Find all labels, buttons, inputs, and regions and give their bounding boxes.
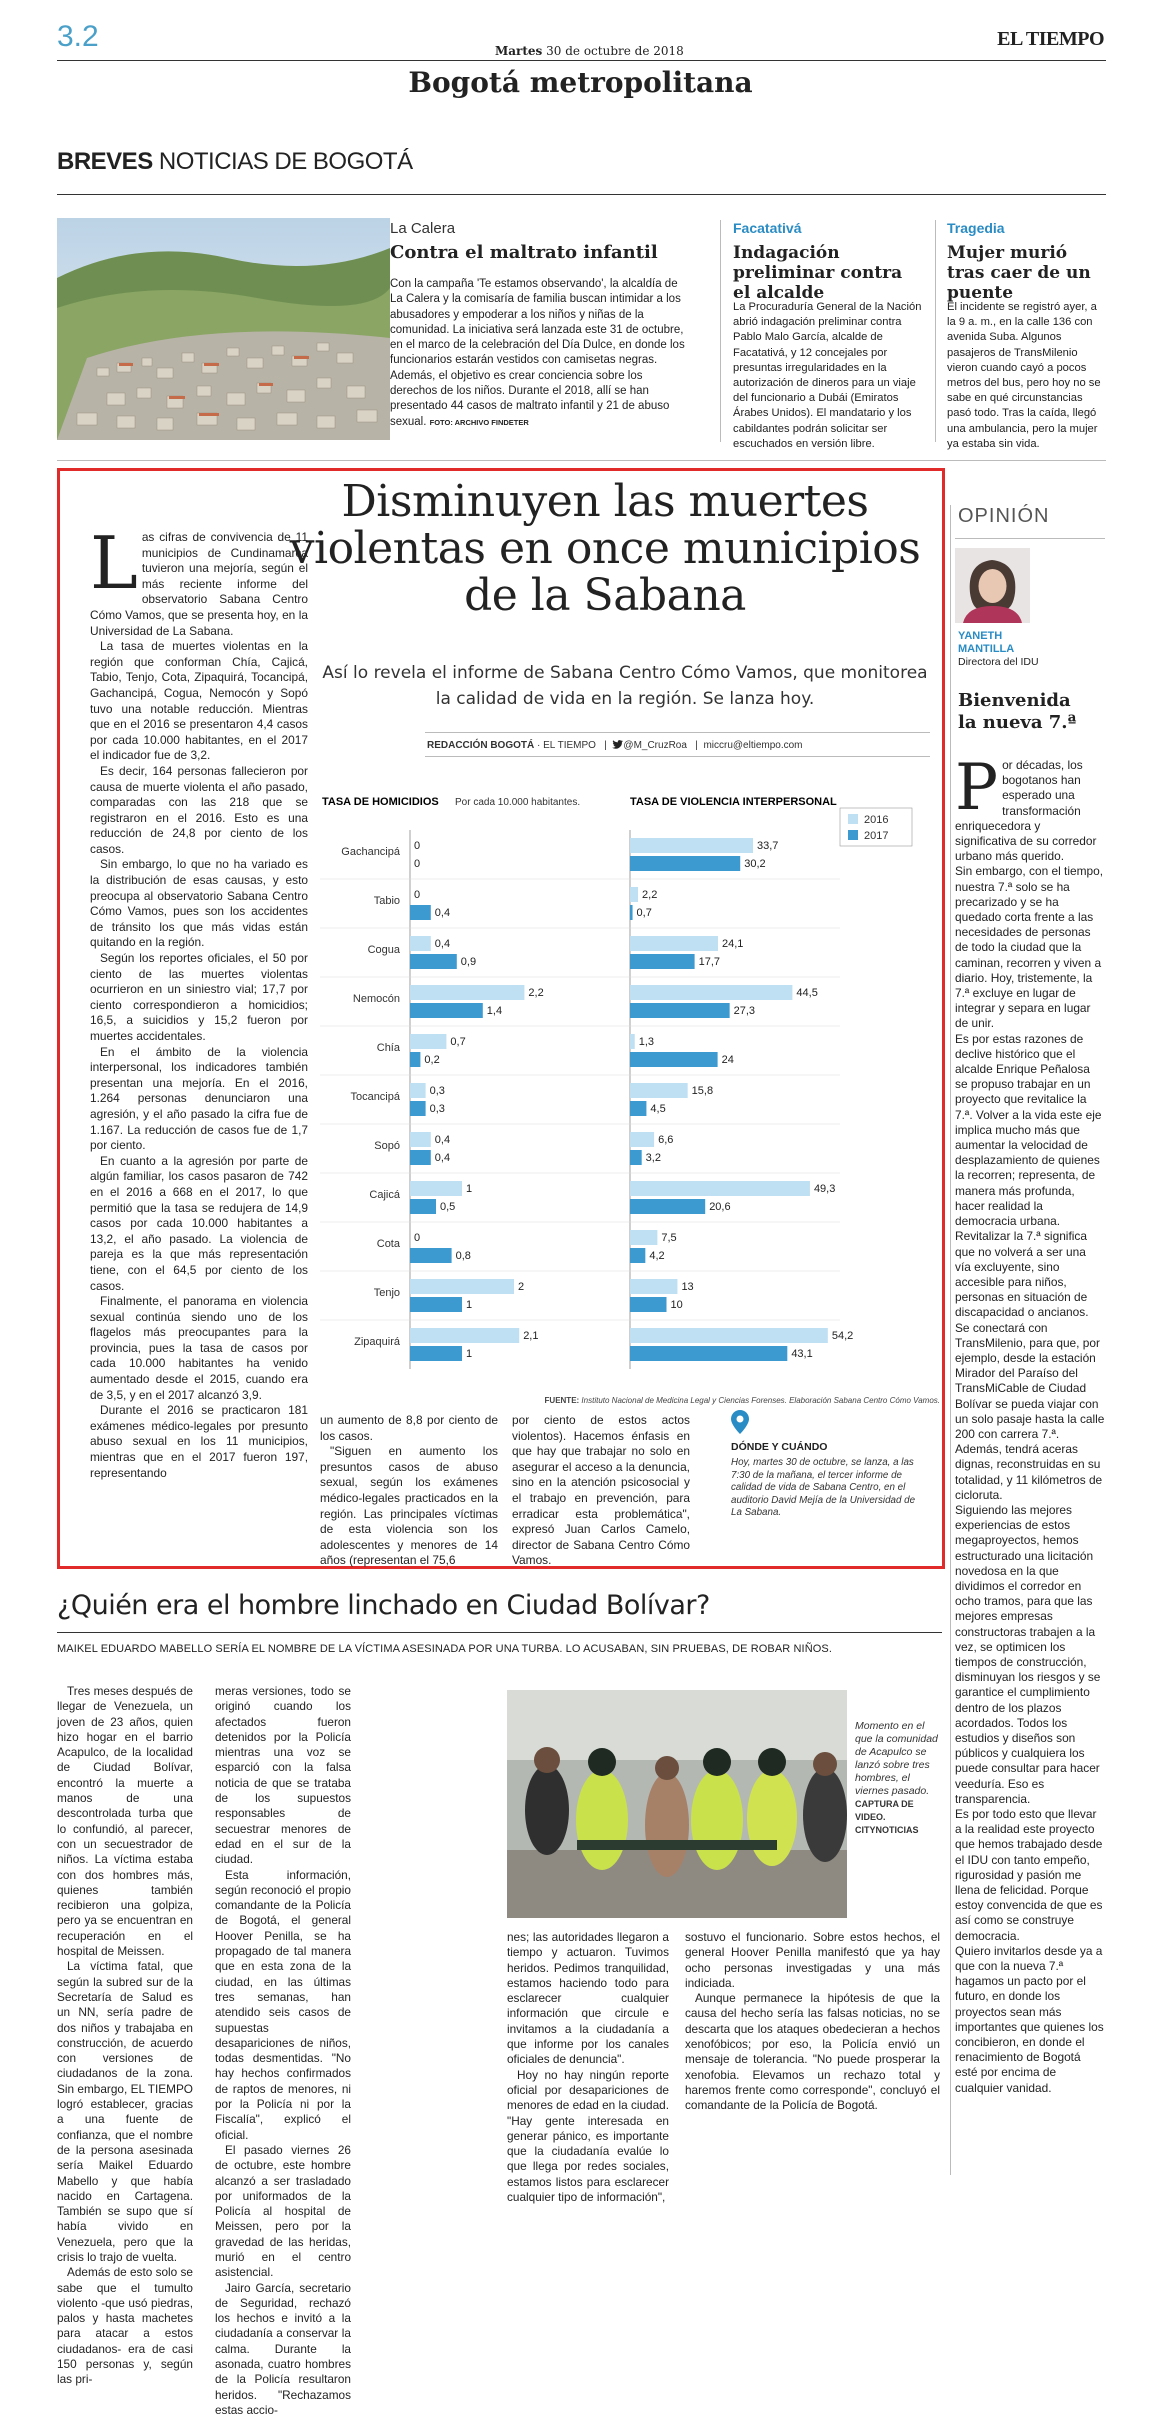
homicide-value-label: 0 <box>414 1232 421 1244</box>
violence-value-label: 49,3 <box>813 1183 836 1195</box>
feature-paragraph: Según los reportes oficiales, el 50 por ciento de las muertes violentas ocurrieron en un siniestro vial; 17,7 por ciento correspondieron a homicidios; 16,5, a suicidios y 15,2 fueron por muertes accidentales. <box>90 951 308 1043</box>
opinion-rule <box>955 538 1105 539</box>
feature-paragraph: "Siguen en aumento los presuntos casos de abuso sexual, según los exámenes médico-legales practicados en la región. Las principales víctimas de esta violencia son los adolescentes y menores de 14 años (representan el 75,6 <box>320 1444 498 1568</box>
feature-paragraph: Es decir, 164 personas fallecieron por causa de muerte violenta el año pasado, comparadas con las 218 que se registraron en el 2016. Esto es una reducción de 24,8 por ciento de los casos. <box>90 763 308 856</box>
where-when-text: Hoy, martes 30 de octubre, se lanza, a las 7:30 de la mañana, el tercer informe de calidad de vida de Sabana Centro, en el auditorio David Mejía de la Universidad de La Sabana. <box>731 1457 916 1519</box>
section-title: Bogotá metropolitana <box>408 66 753 99</box>
breves-bottom-rule <box>57 460 1106 461</box>
violence-value-label: 15,8 <box>691 1085 714 1097</box>
homicide-bar-2016 <box>410 936 431 951</box>
homicide-bar-2017 <box>410 1248 452 1263</box>
feature-headline: Disminuyen las muertes violentas en once municipios de la Sabana <box>289 476 921 621</box>
homicide-bar-2016 <box>410 1034 446 1049</box>
breve-divider-1 <box>720 220 721 442</box>
homicide-value-label: 1,4 <box>486 1005 503 1017</box>
header-rule <box>57 60 1106 61</box>
violence-value-label: 13 <box>681 1281 694 1293</box>
lynch-headline: ¿Quién era el hombre linchado en Ciudad Bolívar? <box>57 1590 710 1621</box>
homicide-value-label: 0,4 <box>434 938 451 950</box>
feature-paragraph: La tasa de muertes violentas en la región que conforman Chía, Cajicá, Tabio, Tenjo, Cota, Zipaquirá, Tocancipá, Gachancipá, Cogua, Nemocón y Sopó tuvo una notable reducción. Mientras que en el 2016 se presentaron 4,4 casos por cada 10.000 habitantes, en el 2017 el indicador fue de 3,2. <box>90 639 308 763</box>
violence-value-label: 4,5 <box>650 1103 666 1115</box>
author-last-name: MANTILLA <box>958 643 1015 655</box>
violence-value-label: 10 <box>670 1299 683 1311</box>
lynch-column-2 <box>215 1684 351 2417</box>
opinion-paragraph: or décadas, los bogotanos han esperado una transformación enriquecedora y significativa de su corredor urbano más querido. <box>955 758 1097 864</box>
opinion-title-line1: Bienvenida <box>958 690 1071 711</box>
lynch-rule <box>57 1632 942 1633</box>
violence-value-label: 44,5 <box>796 987 818 999</box>
feature-column-3 <box>512 1413 690 1569</box>
lynch-paragraph: Esta información, según reconoció el propio comandante de la Policía de Bogotá, el general Hoover Penilla, se ha propagado de tal manera que en esta zona de la ciudad, en las últimas tres semanas, han atendido seis casos de supuestas desapariciones de niños, todas desmentidas. "No hay hechos confirmados de raptos de menores, ni por la Policía ni por la Fiscalía", explicó el oficial. <box>215 1867 351 2142</box>
homicide-bar-2017 <box>410 1052 420 1067</box>
newspaper-brand: EL TIEMPO <box>997 28 1104 50</box>
byline-rule-top <box>425 732 930 733</box>
lynch-paragraph: Jairo García, secretario de Seguridad, rechazó los hechos e invitó a la ciudadanía a conservar la calma. Durante la asonada, cuatro hombres de la Policía resultaron heridos. "Rechazamos estas accio- <box>215 2280 351 2417</box>
homicide-value-label: 0,9 <box>460 956 477 968</box>
homicide-value-label: 0 <box>414 889 421 901</box>
homicide-bar-2016 <box>410 1328 519 1343</box>
opinion-title <box>958 690 1076 734</box>
violence-value-label: 24 <box>721 1054 734 1066</box>
author-avatar <box>955 548 1030 623</box>
feature-byline: REDACCIÓN BOGOTÁ · EL TIEMPO | @M_CruzRoa | miccru@eltiempo.com <box>427 740 803 751</box>
homicide-bar-2016 <box>410 985 524 1000</box>
twitter-icon <box>612 740 623 749</box>
violence-value-label: 43,1 <box>791 1348 813 1360</box>
opinion-author <box>958 630 1014 656</box>
breve3-title: Mujer murió tras caer de un puente <box>947 243 1091 303</box>
category-label-10: Zipaquirá <box>354 1336 400 1348</box>
feature-column-2 <box>320 1413 498 1569</box>
violence-value-label: 17,7 <box>698 956 721 968</box>
breves-label <box>57 148 413 176</box>
violence-bar-2016 <box>630 1083 688 1098</box>
chart-source <box>470 1396 940 1405</box>
violence-value-label: 27,3 <box>733 1005 756 1017</box>
homicide-value-label: 0,8 <box>455 1250 471 1262</box>
homicide-value-label: 1 <box>466 1299 473 1311</box>
lynch-paragraph: Tres meses después de llegar de Venezuela, un joven de 23 años, quien hizo hogar en el barrio Acapulco, de la localidad de Ciudad Bolívar, encontró la muerte a manos de una descontrolada turba que lo confundió, al parecer, con un secuestrador de niños. La víctima estaba con dos hombres más, quienes también recibieron una golpiza, pero ya se encuentran en recuperación en el hospital de Meissen. <box>57 1684 193 1959</box>
homicide-value-label: 0,3 <box>429 1103 445 1115</box>
homicide-value-label: 1 <box>466 1348 473 1360</box>
category-label-6: Sopó <box>374 1140 400 1152</box>
category-label-2: Cogua <box>367 944 400 956</box>
homicide-bar-2017 <box>410 1003 483 1018</box>
lynch-photo-caption <box>855 1720 940 1837</box>
breve3-kicker: Tragedia <box>947 220 1005 236</box>
chart-source-text: Instituto Nacional de Medicina Legal y Ciencias Forenses. Elaboración Sabana Centro Cómo Vamos. <box>579 1396 940 1405</box>
breve1-text <box>390 277 692 430</box>
issue-date <box>495 44 684 58</box>
legend-swatch-2017 <box>848 830 858 840</box>
homicide-value-label: 2 <box>518 1281 525 1293</box>
violence-value-label: 54,2 <box>831 1330 854 1342</box>
category-label-5: Tocancipá <box>350 1091 400 1103</box>
opinion-title-line2: la nueva 7.ª <box>958 712 1077 733</box>
homicide-bar-2017 <box>410 1150 431 1165</box>
violence-value-label: 30,2 <box>744 858 766 870</box>
opinion-paragraph: Sin embargo, con el tiempo, nuestra 7.ª solo se ha precarizado y se ha quedado corta frente a las necesidades de personas de todo la ciudad que la caminan, recorren y viven a diario. Hoy, tristemente, la 7.ª excluye en lugar de integrar y separa en lugar de unir. <box>955 864 1104 1031</box>
violence-value-label: 4,2 <box>649 1250 665 1262</box>
violence-bar-2017 <box>630 1101 646 1116</box>
lynch-column-3 <box>507 1930 669 2205</box>
violence-bar-2016 <box>630 1230 657 1245</box>
category-label-7: Cajicá <box>369 1189 400 1201</box>
byline-rule-bottom <box>425 756 930 757</box>
category-label-1: Tabio <box>373 895 400 907</box>
chart-title-violence: TASA DE VIOLENCIA INTERPERSONAL <box>630 796 837 808</box>
breve1-kicker: La Calera <box>390 220 456 237</box>
violence-bar-2016 <box>630 887 638 902</box>
violence-bar-2016 <box>630 1034 635 1049</box>
lynch-deck: MAIKEL EDUARDO MABELLO SERÍA EL NOMBRE DE LA VÍCTIMA ASESINADA POR UNA TURBA. LO ACUSABAN, SIN PRUEBAS, DE ROBAR NIÑOS. <box>57 1643 832 1655</box>
lynch-paragraph: La víctima fatal, que según la subred sur de la Secretaría de Salud es un NN, sería padre de dos niños y trabajaba en construcción, de acuerdo con versiones de ciudadanos de la zona. Sin embargo, EL TIEMPO logró establecer, gracias a una fuente de confianza, que el nombre de la persona asesinada sería Maikel Eduardo Mabello y que había nacido en Cartagena. También se supo que sí había vivido en Venezuela, pero que la crisis lo trajo de vuelta. <box>57 1959 193 2264</box>
breves-label-bold: BREVES <box>57 148 153 175</box>
lynch-paragraph: Aunque permanece la hipótesis de que la causa del hecho sería las falsas noticias, no se descarta que los ataques obedecieran a hechos xenofóbicos; por eso, la Policía envió un mensaje de tolerancia. "No puede prosperar la xenofobia. Elevamos un rechazo total y haremos frente como corresponde", concluyó el comandante de la Policía de Bogotá. <box>685 1991 940 2113</box>
breve1-body: Con la campaña 'Te estamos observando', la alcaldía de La Calera y la comisaría de familia buscan intimidar a los abusadores y empoderar a los niños y niñas de la comunidad. La iniciativa será lanzada este 31 de octubre, en el marco de la celebración del Día Dulce, en donde los funcionarios estarán vestidos con camisetas negras. Además, el objetivo es crear conciencia sobre los derechos de los niños. Durante el 2018, allí se han presentado 44 casos de maltrato infantil y 21 de abuso sexual. <box>390 278 685 428</box>
breve2-title: Indagación preliminar contra el alcalde <box>733 243 903 303</box>
lynch-paragraph: Hoy no hay ningún reporte oficial por desapariciones de menores de edad en la ciudad. "Hay gente interesada en generar pánico, es importante que la ciudadanía evalúe lo que llega por redes sociales, estamos listos para esclarecer cualquier tipo de información", <box>507 2067 669 2205</box>
chart-source-label: FUENTE: <box>544 1396 580 1405</box>
violence-bar-2017 <box>630 1297 667 1312</box>
homicide-bar-2016 <box>410 1279 514 1294</box>
homicide-bar-2017 <box>410 1199 436 1214</box>
legend-label-2016: 2016 <box>864 814 889 826</box>
breve2-text: La Procuraduría General de la Nación abrió indagación preliminar contra Pablo Malo García, alcalde de Facatativá, y 12 concejales por presuntas irregularidades en la autorización de dineros para un viaje del funcionario a Dubái (Emiratos Árabes Unidos). El mandatario y los cabildantes podrán solicitar ser escuchados en versión libre. <box>733 301 922 450</box>
breve1-photo-credit: FOTO: ARCHIVO FINDETER <box>429 417 529 427</box>
legend-label-2017: 2017 <box>864 830 889 842</box>
opinion-paragraph: Quiero invitarlos desde ya a que con la nueva 7.ª hagamos un pacto por el futuro, en donde los proyectos sean más importantes que quienes los concibieron, en donde el renacimiento de Bogotá esté por encima de cualquier vanidad. <box>955 1943 1104 2095</box>
homicide-violence-chart <box>320 790 920 1395</box>
homicide-value-label: 0,4 <box>434 1152 451 1164</box>
violence-value-label: 1,3 <box>638 1036 655 1048</box>
violence-value-label: 0,7 <box>636 907 652 919</box>
where-when-title: DÓNDE Y CUÁNDO <box>731 1441 828 1453</box>
author-role: Directora del IDU <box>958 656 1039 668</box>
feature-column-1 <box>90 521 308 1550</box>
violence-bar-2016 <box>630 838 753 853</box>
opinion-paragraph: Revitalizar la 7.ª significa que no volverá a ser una vía excluyente, sino accesible para niños, personas en situación de discapacidad o ancianos. Se conectará con TransMilenio, para que, por ejemplo, desde la estación Mirador del Paraíso del TransMiCable de Ciudad Bolívar se pueda viajar con un solo pasaje hasta la calle 200 con carrera 7.ª. Además, tendrá aceras dignas, reconstruidas en su totalidad, y 11 kilómetros de cicloruta. <box>955 1229 1105 1502</box>
violence-value-label: 3,2 <box>645 1152 661 1164</box>
homicide-bar-2016 <box>410 1181 462 1196</box>
sidebar-divider <box>950 505 951 2175</box>
feature-deck: Así lo revela el informe de Sabana Centro Cómo Vamos, que monitorea la calidad de vida en la región. Se lanza hoy. <box>322 663 928 709</box>
homicide-value-label: 0 <box>414 840 421 852</box>
feature-paragraph: Sin embargo, lo que no ha variado es la distribución de esas causas, y esto preocupa al observatorio Sabana Centro Cómo Vamos, pues son los accidentes de tránsito los que más vidas están quitando en la región. <box>90 857 308 950</box>
opinion-label: OPINIÓN <box>958 505 1050 527</box>
opinion-paragraph: Es por estas razones de declive histórico que el alcalde Enrique Peñalosa se propuso trabajar en un proyecto que revitalice la 7.ª. Volver a la vida este eje implica mucho más que aumentar la velocidad de desplazamiento de quienes la recorren; representa, de manera más profunda, hacer realidad la democracia urbana. <box>955 1031 1102 1229</box>
lynch-paragraph: Además de esto solo se sabe que el tumulto violento -que usó piedras, palos y hasta machetes para atacar a estos ciudadanos- era de casi 150 personas y, según las pri- <box>57 2265 193 2387</box>
homicide-bar-2017 <box>410 905 431 920</box>
violence-bar-2016 <box>630 936 718 951</box>
date-text: 30 de octubre de 2018 <box>542 44 684 58</box>
violence-bar-2017 <box>630 1150 642 1165</box>
caption-text: Momento en el que la comunidad de Acapulco se lanzó sobre tres hombres, el viernes pasado. <box>855 1720 938 1797</box>
opinion-body <box>955 751 1105 2178</box>
chart-canvas <box>320 790 920 1395</box>
violence-bar-2017 <box>630 1346 787 1361</box>
lynch-paragraph: sostuvo el funcionario. Sobre estos hechos, el general Hoover Penilla manifestó que ya hay ocho personas investigadas y una más indiciada. <box>685 1930 940 1990</box>
breve3-text: El incidente se registró ayer, a la 9 a. m., en la calle 136 con avenida Suba. Algunos pasajeros de TransMilenio vieron cuando cayó a pocos metros del bus, pero hoy no se sabe en qué circunstancias pasó todo. Tras la caída, llegó una ambulancia, pero la mujer ya estaba sin vida. <box>947 301 1101 450</box>
violence-bar-2017 <box>630 1199 705 1214</box>
violence-bar-2016 <box>630 1328 828 1343</box>
violence-bar-2016 <box>630 1132 654 1147</box>
homicide-value-label: 2,1 <box>523 1330 539 1342</box>
homicide-value-label: 0 <box>414 858 421 870</box>
homicide-bar-2017 <box>410 1346 462 1361</box>
homicide-value-label: 0,5 <box>440 1201 456 1213</box>
category-label-4: Chía <box>376 1042 400 1054</box>
breves-rule <box>57 194 1106 195</box>
violence-bar-2017 <box>630 1003 730 1018</box>
feature-paragraph: Durante el 2016 se practicaron 181 exámenes médico-legales por presunto abuso sexual en los 11 municipios, mientras que en el 2017 fueron 197, representando <box>90 1403 308 1480</box>
location-pin-icon <box>731 1410 749 1438</box>
category-label-0: Gachancipá <box>341 846 400 858</box>
lynch-paragraph: nes; las autoridades llegaron a tiempo y actuaron. Tuvimos heridos. Pedimos tranquilidad, estamos haciendo todo para esclarecer cualquier información que circule e invitamos a la ciudadanía a que informe por los canales oficiales de denuncia". <box>507 1930 669 2067</box>
violence-bar-2016 <box>630 1279 677 1294</box>
opinion-paragraph: Es por todo esto que llevar a la realidad este proyecto que hemos trabajado desde el IDU con tanto empeño, rigurosidad y pasión me llena de felicidad. Porque estoy convencida de que es así como se construye democracia. <box>955 1807 1103 1943</box>
homicide-value-label: 2,2 <box>528 987 544 999</box>
lynch-paragraph: El pasado viernes 26 de octubre, este hombre alcanzó a ser trasladado por uniformados de la Policía al hospital de Meissen, pero por la gravedad de las heridas, murió en el centro asistencial. <box>215 2142 351 2280</box>
lynch-column-4 <box>685 1930 940 2165</box>
violence-bar-2017 <box>630 905 633 920</box>
breve-divider-2 <box>935 220 936 442</box>
byline-twitter[interactable]: @M_CruzRoa <box>623 740 687 751</box>
homicide-bar-2016 <box>410 1083 426 1098</box>
violence-bar-2017 <box>630 856 740 871</box>
violence-bar-2017 <box>630 1052 718 1067</box>
homicide-bar-2017 <box>410 954 457 969</box>
feature-paragraph: En el ámbito de la violencia interpersonal, los indicadores también presentan una mejoría. En el 2016, 1.264 personas denunciaron una agresión, y el año pasado la cifra fue de 1.167. La reducción de casos fue de 1,7 por ciento. <box>90 1044 308 1153</box>
homicide-bar-2016 <box>410 1132 431 1147</box>
author-first-name: YANETH <box>958 630 1003 642</box>
caption-credit: CAPTURA DE VIDEO. CITYNOTICIAS <box>855 1799 919 1835</box>
legend-swatch-2016 <box>848 814 858 824</box>
violence-value-label: 24,1 <box>721 938 744 950</box>
feature-paragraph: En cuanto a la agresión por parte de algún familiar, los casos pasaron de 742 en el 2016 a 668 en el 2017, lo que permitió que la tasa se redujera de 14,9 casos por cada 10.000 habitantes a 13,2, el año pasado. La violencia de pareja es la que más representación tiene, con el 64,5 por ciento de los casos. <box>90 1153 308 1293</box>
lynch-paragraph: meras versiones, todo se originó cuando los afectados fueron detenidos por la Policía mientras una voz se esparció con la falsa noticia de que se trataba de los supuestos responsables de secuestrar menores de edad en el sur de la ciudad. <box>215 1684 351 1867</box>
homicide-value-label: 0,4 <box>434 907 451 919</box>
homicide-value-label: 0,7 <box>450 1036 466 1048</box>
homicide-bar-2017 <box>410 1297 462 1312</box>
opinion-dropcap: P <box>955 751 999 825</box>
violence-bar-2017 <box>630 954 695 969</box>
violence-bar-2016 <box>630 1181 810 1196</box>
feature-paragraph: un aumento de 8,8 por ciento de los casos. <box>320 1413 498 1443</box>
lynch-column-1 <box>57 1684 193 2387</box>
chart-subtitle-homicides: Por cada 10.000 habitantes. <box>455 797 581 808</box>
breve1-title: Contra el maltrato infantil <box>390 242 658 263</box>
feature-dropcap: L <box>90 521 138 605</box>
lynch-photo <box>507 1690 847 1918</box>
byline-author: REDACCIÓN BOGOTÁ <box>427 740 535 751</box>
category-label-3: Nemocón <box>352 993 400 1005</box>
homicide-value-label: 1 <box>466 1183 473 1195</box>
violence-bar-2016 <box>630 985 792 1000</box>
homicide-value-label: 0,3 <box>429 1085 445 1097</box>
opinion-paragraph: Siguiendo las mejores experiencias de estos megaproyectos, hemos estructurado una licitación novedosa en la que dividimos el corredor en ocho tramos, para que las mejores empresas constructoras trabajen a la vez, se optimicen los tiempos de construcción, disminuyan los riesgos y se garantice el cumplimiento dentro de los plazos acordados. Todos los estudios y diseños son públicos y cualquiera los puede consultar para hacer veeduría. Eso es transparencia. <box>955 1502 1101 1806</box>
chart-title-homicides: TASA DE HOMICIDIOS <box>322 796 439 808</box>
violence-bar-2017 <box>630 1248 645 1263</box>
violence-value-label: 6,6 <box>658 1134 674 1146</box>
violence-value-label: 20,6 <box>709 1201 731 1213</box>
date-weekday: Martes <box>495 44 543 58</box>
breve2-kicker: Facatativá <box>733 220 802 236</box>
category-label-8: Cota <box>376 1238 400 1250</box>
byline-outlet: · EL TIEMPO <box>534 740 596 751</box>
violence-value-label: 2,2 <box>642 889 658 901</box>
violence-value-label: 7,5 <box>661 1232 677 1244</box>
homicide-value-label: 0,2 <box>424 1054 440 1066</box>
page-number: 3.2 <box>57 20 99 53</box>
feature-paragraph: por ciento de estos actos violentos). Hacemos énfasis en que hay que trabajar no solo en asegurar el acceso a la denuncia, sino en la atención psicosocial y el trabajo en prevención, para erradicar esta problemática", expresó Juan Carlos Camelo, director de Sabana Centro Cómo Vamos. <box>512 1413 690 1568</box>
byline-email[interactable]: miccru@eltiempo.com <box>703 740 803 751</box>
category-label-9: Tenjo <box>373 1287 400 1299</box>
violence-value-label: 33,7 <box>757 840 779 852</box>
homicide-value-label: 0,4 <box>434 1134 451 1146</box>
breves-label-rest: NOTICIAS DE BOGOTÁ <box>152 148 413 175</box>
feature-paragraph: as cifras de convivencia de 11 municipios de Cundinamarca tuvieron una mejoría, según el más reciente informe del observatorio Sabana Centro Cómo Vamos, que se presenta hoy, en la Universidad de La Sabana. <box>90 530 308 638</box>
homicide-bar-2017 <box>410 1101 426 1116</box>
la-calera-photo <box>57 218 390 440</box>
feature-paragraph: Finalmente, el panorama en violencia sexual continúa siendo uno de los flagelos más preocupantes para la provincia, pues la tasa de casos por cada 10.000 habitantes ha venido aumentado desde el 2015, cuando era de 3,5, y en el 2017 alcanzó 3,9. <box>90 1294 308 1402</box>
